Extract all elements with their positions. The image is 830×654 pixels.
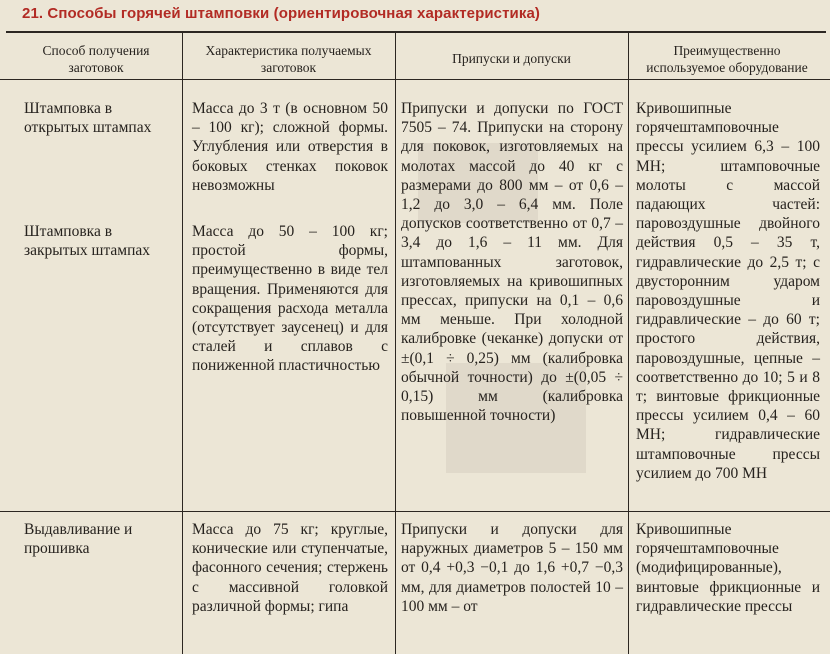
row3-allowances: Припуски и допуски для наружных диаметров 5 – 150 мм от 0,4 +0,3 −0,1 до 1,6 +0,7 −0,3 мм, для диаметров полостей 10 – 100 мм – от	[401, 521, 623, 615]
header-method: Способ получения заготовок	[42, 43, 150, 75]
shared-allowances: Припуски и допуски по ГОСТ 7505 – 74. Припуски на сторону для поковок, изготовляемых на молотах массой до 40 кг с размерами до 800 мм – от 0,6 – 1,2 до 3,0 – 6,4 мм. Поле допусков соответственно от 0,7 – 3,4 до 1,6 – 11 мм. Для штампованных заготовок, изготовляемых на кривошипных прессах, припуски на 0,1 – 0,6 мм меньше. При холодной калибровке (чеканке) допуски от ±(0,1 ÷ 0,25) мм (калибровка обычной точности) до ±(0,05 ÷ 0,15) мм (калибровка повышенной точности)	[401, 100, 623, 425]
header-allowances: Припуски и допуски	[452, 51, 571, 66]
row2-characteristic: Масса до 50 – 100 кг; простой формы, преимущественно в виде тел вращения. Применяются для сокращения расхода металла (отсутствует заусенец) и для сталей и сплавов с пониженной пластичностью	[192, 223, 388, 375]
row2-method: Штамповка в закрытых штампах	[24, 223, 151, 260]
row1-characteristic: Масса до 3 т (в основном 50 – 100 кг); сложной формы. Углубления или отверстия в боковых стенках поковок невозможны	[192, 100, 388, 194]
header-equipment: Преимущественно используемое оборудование	[646, 43, 808, 75]
row3-method: Выдавливание и прошивка	[24, 521, 133, 558]
data-table	[6, 31, 826, 654]
row3-equipment: Кривошипные горячештамповочные (модифицированные), винтовые фрикционные и гидравлические прессы	[636, 521, 820, 615]
column-divider	[182, 33, 183, 654]
row-divider	[0, 511, 830, 512]
column-divider	[395, 33, 396, 654]
header-divider	[0, 79, 830, 80]
table-title: 21. Способы горячей штамповки (ориентировочная характеристика)	[22, 5, 541, 22]
shared-equipment: Кривошипные горячештамповочные прессы усилием 6,3 – 100 МН; штамповочные молоты с массой падающих частей: паровоздушные двойного действия 0,5 – 35 т, гидравлические до 2,5 т; с двусторонним ударом паровоздушные и гидравлические – до 60 т; простого действия, паровоздушные, цепные – соответственно до 10; 5 и 8 т; винтовые фрикционные прессы усилием 0,4 – 60 МН; гидравлические штамповочные прессы усилием до 700 МН	[636, 100, 820, 482]
row1-method: Штамповка в открытых штампах	[24, 100, 152, 137]
row3-characteristic: Масса до 75 кг; круглые, конические или ступенчатые, фасонного сечения; стержень с массивной головкой различной формы; гипа	[192, 521, 388, 615]
column-divider	[628, 33, 629, 654]
header-characteristic: Характеристика получаемых заготовок	[205, 43, 372, 75]
